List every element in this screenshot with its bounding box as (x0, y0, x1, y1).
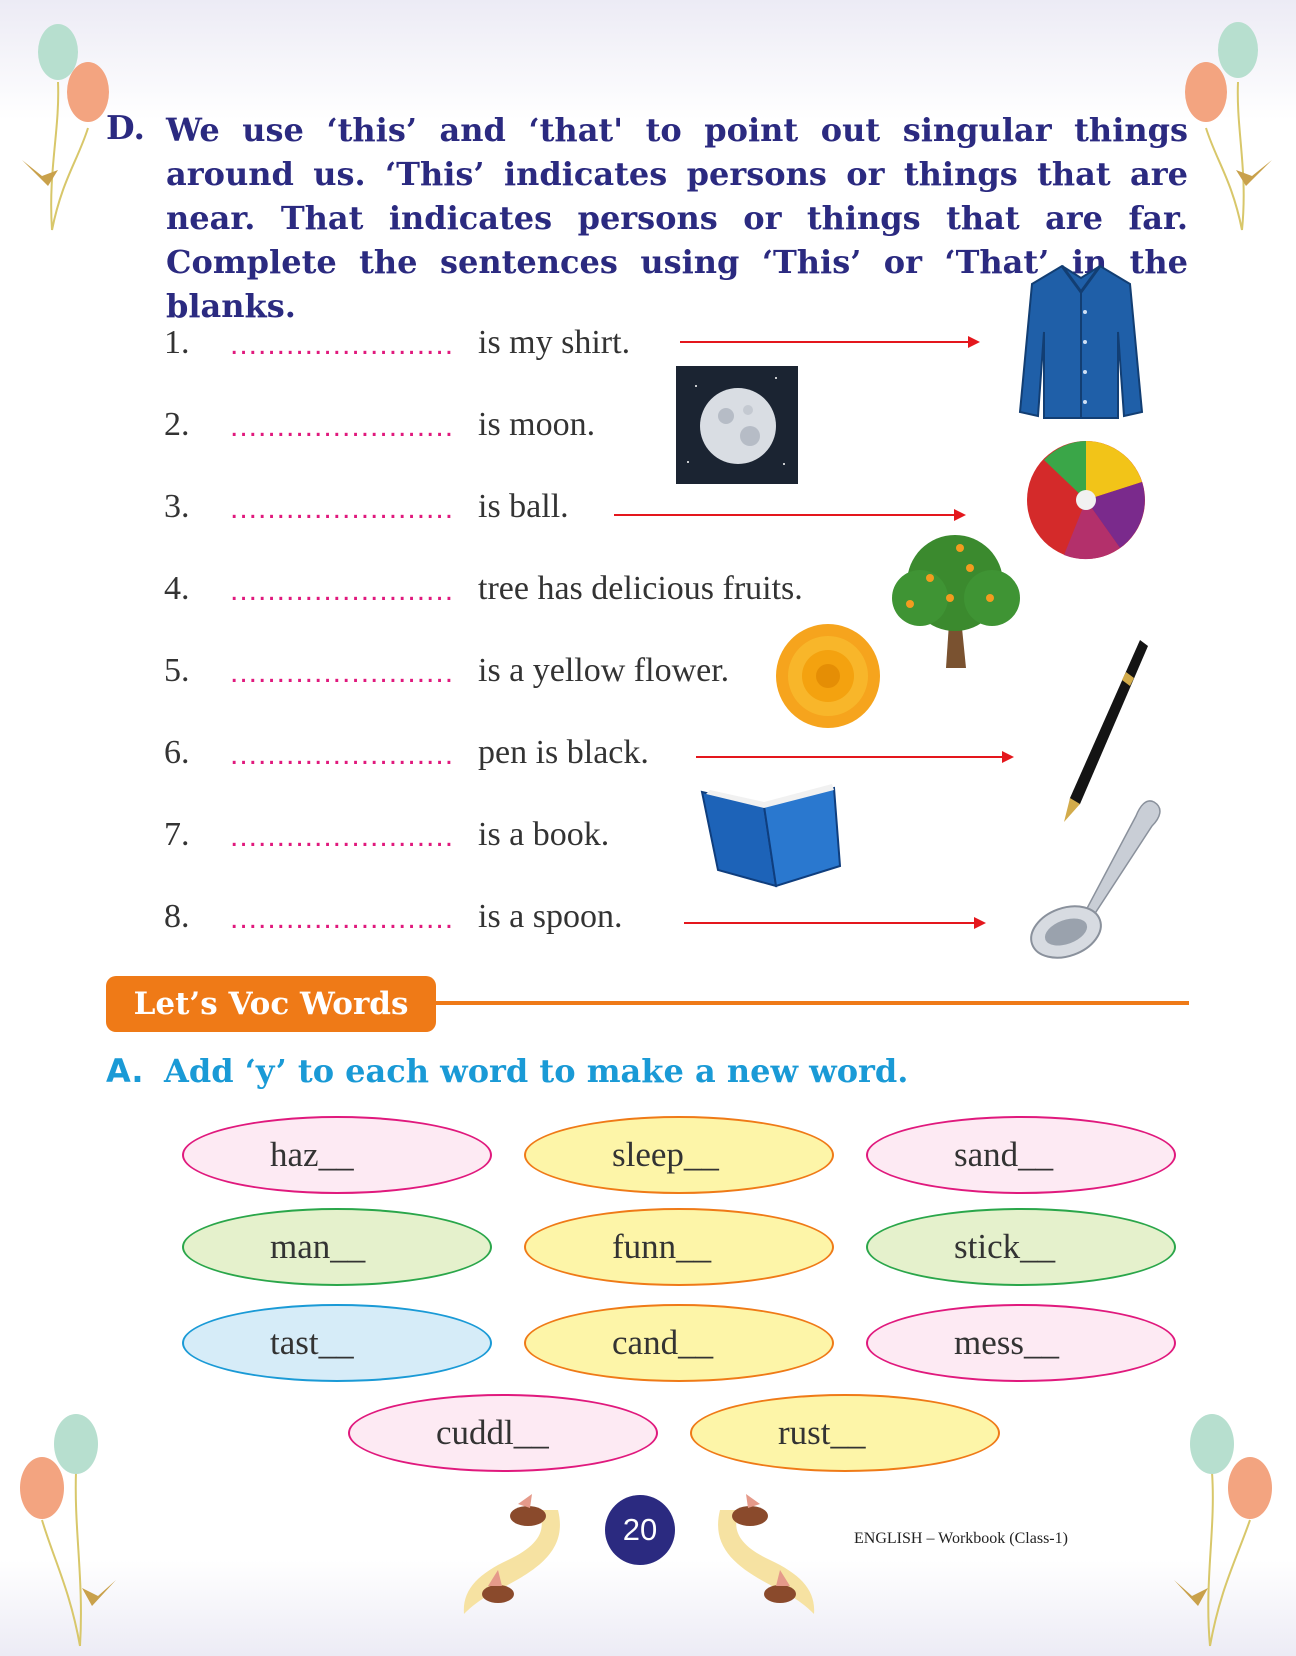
arrow-to-shirt (680, 341, 978, 343)
balloons-decoration-top-right (1176, 20, 1286, 244)
sentence-text: is moon. (478, 406, 596, 443)
sentence-number: 7. (164, 816, 190, 853)
answer-blank[interactable]: ........................ (230, 328, 455, 361)
book-title-footer: ENGLISH – Workbook (Class-1) (854, 1530, 1068, 1547)
sentence-text: is ball. (478, 488, 569, 525)
word-oval[interactable]: rust__ (690, 1394, 1000, 1472)
answer-blank[interactable]: ........................ (230, 492, 455, 525)
section-a-letter: A. (106, 1052, 144, 1090)
sentence-number: 6. (164, 734, 190, 771)
sentence-text: is a book. (478, 816, 610, 853)
word-oval[interactable]: funn__ (524, 1208, 834, 1286)
sentence-text: tree has delicious fruits. (478, 570, 803, 607)
word-oval[interactable]: cand__ (524, 1304, 834, 1382)
answer-blank[interactable]: ........................ (230, 820, 455, 853)
balloons-decoration-bottom-right (1170, 1410, 1280, 1654)
arrow-to-spoon (684, 922, 984, 924)
arrow-to-pen (696, 756, 1012, 758)
word-oval[interactable]: sleep__ (524, 1116, 834, 1194)
sentence-number: 1. (164, 324, 190, 361)
arrow-to-ball (614, 514, 964, 516)
shirt-image (1018, 262, 1144, 424)
page-number: 20 (605, 1495, 675, 1565)
tree-image (880, 528, 1030, 676)
sentence-text: is my shirt. (478, 324, 631, 361)
sentence-text: pen is black. (478, 734, 649, 771)
word-oval[interactable]: stick__ (866, 1208, 1176, 1286)
word-oval[interactable]: mess__ (866, 1304, 1176, 1382)
word-oval[interactable]: cuddl__ (348, 1394, 658, 1472)
section-d-instruction: We use ‘this’ and ‘that' to point out singular things around us. ‘This’ indicates persons or things that are near. That indicates persons or things that are far. Complete the sentences using ‘This’ or ‘That’ in the blanks. (166, 111, 1188, 325)
banner-divider-line (436, 1001, 1189, 1005)
answer-blank[interactable]: ........................ (230, 410, 455, 443)
flower-image (774, 622, 882, 734)
answer-blank[interactable]: ........................ (230, 574, 455, 607)
answer-blank[interactable]: ........................ (230, 738, 455, 771)
sentence-text: is a yellow flower. (478, 652, 730, 689)
sentence-text: is a spoon. (478, 898, 623, 935)
answer-blank[interactable]: ........................ (230, 656, 455, 689)
sentence-number: 2. (164, 406, 190, 443)
sentence-number: 4. (164, 570, 190, 607)
voc-words-banner: Let’s Voc Words (106, 976, 436, 1032)
sentence-number: 8. (164, 898, 190, 935)
bird-ribbon-decoration-right (700, 1490, 820, 1620)
answer-blank[interactable]: ........................ (230, 902, 455, 935)
sentence-row (0, 570, 1296, 620)
sentence-number: 3. (164, 488, 190, 525)
word-oval[interactable]: man__ (182, 1208, 492, 1286)
moon-image (676, 366, 798, 484)
ball-image (1024, 438, 1148, 566)
word-oval[interactable]: haz__ (182, 1116, 492, 1194)
word-oval[interactable]: tast__ (182, 1304, 492, 1382)
bird-ribbon-decoration-left (458, 1490, 578, 1620)
spoon-image (1026, 798, 1168, 966)
section-d-letter: D. (106, 108, 145, 147)
section-a-instruction: Add ‘y’ to each word to make a new word. (164, 1052, 909, 1090)
book-image (696, 782, 844, 892)
word-oval[interactable]: sand__ (866, 1116, 1176, 1194)
sentence-number: 5. (164, 652, 190, 689)
balloons-decoration-bottom-left (18, 1410, 128, 1654)
